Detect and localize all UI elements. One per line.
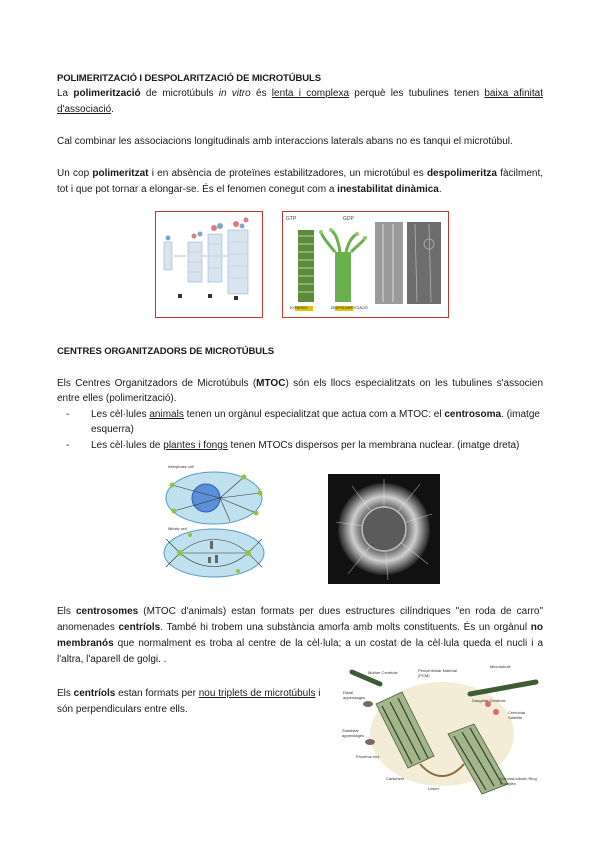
paragraph-associations: Cal combinar les associacions longitudinals amb interaccions laterals abans no es tanqui el microtúbul. xyxy=(57,136,513,147)
label-interphase: Interphase cell xyxy=(168,464,195,469)
label-mother-centriole: Mother Centriole xyxy=(368,670,398,675)
paragraph-dynamic-instability-line1: Un cop polimeritzat i en absència de proteïnes estabilitzadores, un microtúbul es despolimeritza fàcilment, xyxy=(57,168,543,179)
bullet-animals: Les cèl·lules animals tenen un orgànul especialitzat que actua com a MTOC: el centrosoma. (imatge xyxy=(91,409,540,420)
label-subdistal-appendages: Subdistal appendages xyxy=(342,728,365,738)
tag-expansion: EXPANSIÓ xyxy=(290,306,308,310)
paragraph-mtoc-line2: entre elles (polimerització). xyxy=(57,393,177,404)
bullet-plants: Les cèl·lules de plantes i fongs tenen MTOCs dispersos per la membrana nuclear. (imatge dreta) xyxy=(91,440,520,451)
label-mitotic: Mitotic cell xyxy=(168,526,187,531)
paragraph-mtoc-line1: Els Centres Organitzadors de Microtúbuls (MTOC) són els llocs especialitzats on les tubulines s'associen xyxy=(57,378,544,389)
label-gamma-tubulin: Gamma-tubulin Ring Complex xyxy=(500,776,537,786)
tag-depolymerization: DESPOLIMERITZACIÓ xyxy=(331,306,368,310)
paragraph-polymerization-line2: d'associació. xyxy=(57,104,114,115)
label-daughter-centriole: Daughter Centriole xyxy=(472,698,506,703)
section-heading-mtoc: CENTRES ORGANITZADORS DE MICROTÚBULS xyxy=(57,346,275,357)
cell-diagram xyxy=(160,463,270,583)
paragraph-centrosomes-line1: Els centrosomes (MTOC d'animals) estan formats per dues estructures cilíndriques "en roda de carro" xyxy=(57,606,543,617)
label-linker: Linker xyxy=(428,786,439,791)
bullet-dash-2: - xyxy=(66,440,70,451)
section-heading-polymerization: POLIMERITZACIÓ I DESPOLARITZACIÓ DE MICROTÚBULS xyxy=(57,73,321,84)
paragraph-polymerization-line1: La polimerització de microtúbuls in vitro és lenta i complexa perquè les tubulines tenen baixa afinitat xyxy=(57,88,543,99)
micrograph-image xyxy=(328,474,440,584)
microtubule-illustration xyxy=(283,212,448,317)
label-distal-appendages: Distal appendages xyxy=(343,690,366,700)
bullet-dash-1: - xyxy=(66,409,70,420)
label-cartwheel: Cartwheel xyxy=(386,776,405,781)
paragraph-centrosomes-line2: anomenades centríols. També hi trobem una substància amorfa amb molts constituents. És un orgànul no xyxy=(57,622,543,633)
label-centriolar-satellite: Centriolar Satellite xyxy=(508,710,526,720)
figure-dynamic-instability xyxy=(282,211,449,318)
paragraph-dynamic-instability-line2: tot i que pot tornar a elongar-se. És el fenomen conegut com a inestabilitat dinàmica. xyxy=(57,184,442,195)
figure-polymerization-diagram xyxy=(155,211,263,318)
figure-centrosome-structure xyxy=(340,664,542,799)
label-gdp: GDP xyxy=(343,216,354,222)
tubulin-assembly-illustration xyxy=(156,212,262,317)
label-microtubule: Microtubule xyxy=(490,664,511,669)
label-pcm: Pericentriolar Material (PCM) xyxy=(418,668,457,678)
figure-plant-cell-micrograph xyxy=(328,474,440,584)
bullet-animals-cont: esquerra) xyxy=(91,424,134,435)
label-proximal-end: Proximal end xyxy=(356,754,380,759)
paragraph-centrioles-line2: són perpendiculars entre ells. xyxy=(57,704,188,715)
figure-animal-cells xyxy=(160,463,270,583)
paragraph-centrosomes-line3: membranós que normalment es troba al centre de la cèl·lula; a un costat de la cèl·lula queda el nucli i a xyxy=(57,638,543,649)
paragraph-centrosomes-line4: l'altra, l'aparell de golgi. . xyxy=(57,654,167,665)
paragraph-centrioles-line1: Els centríols estan formats per nou triplets de microtúbuls i xyxy=(57,688,321,699)
label-gtp: GTP xyxy=(286,216,297,222)
